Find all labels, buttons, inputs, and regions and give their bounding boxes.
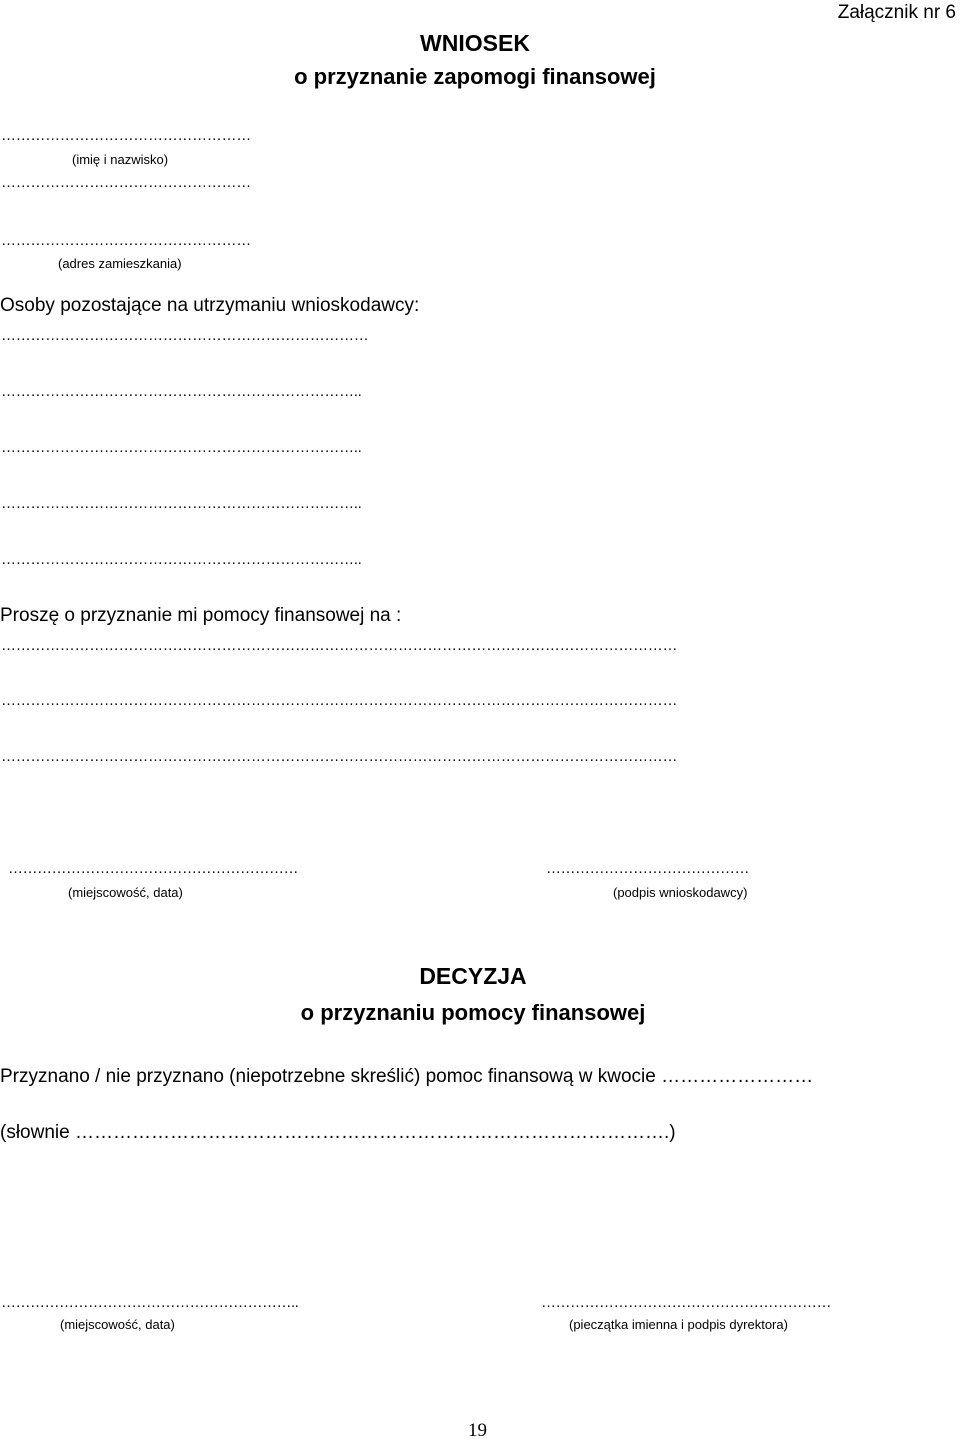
decision-subtitle: o przyznaniu pomocy finansowej (300, 1000, 646, 1025)
request-line[interactable]: ………………………………………………………………………………………………………………………… (1, 748, 678, 765)
address-caption: (adres zamieszkania) (58, 256, 182, 271)
dependents-line[interactable]: ……………………………………………………………….. (1, 551, 362, 568)
applicant-signature-caption: (podpis wnioskodawcy) (613, 885, 748, 900)
address-field-line-2[interactable]: …………………………………………… (1, 232, 251, 249)
decision-place-date-field[interactable]: …………………………………………………….. (1, 1294, 299, 1311)
dependents-line[interactable]: ……………………………………………………………….. (1, 383, 362, 400)
decision-granted-text: Przyznano / nie przyznano (niepotrzebne skreślić) pomoc finansową w kwocie …………………… (0, 1066, 814, 1087)
applicant-signature-field[interactable]: …………………………………… (546, 860, 749, 877)
applicant-place-date-caption: (miejscowość, data) (68, 885, 183, 900)
decision-amount-in-words: (słownie ………………………………………………………………………………….) (0, 1122, 676, 1143)
applicant-place-date-field[interactable]: …………………………………………………… (8, 860, 298, 877)
page-number: 19 (468, 1420, 487, 1441)
request-line[interactable]: ………………………………………………………………………………………………………………………… (1, 637, 678, 654)
director-stamp-signature-field[interactable]: …………………………………………………… (541, 1294, 831, 1311)
dependents-label: Osoby pozostające na utrzymaniu wnioskodawcy: (0, 295, 420, 316)
address-field-line-1[interactable]: …………………………………………… (1, 174, 251, 191)
decision-place-date-caption: (miejscowość, data) (60, 1317, 175, 1332)
name-caption: (imię i nazwisko) (72, 152, 169, 167)
dependents-line[interactable]: ……………………………………………………………….. (1, 495, 362, 512)
request-line[interactable]: ………………………………………………………………………………………………………………………… (1, 692, 678, 709)
attachment-label: Załącznik nr 6 (837, 2, 956, 23)
request-label: Proszę o przyznanie mi pomocy finansowej na : (0, 605, 402, 626)
application-title: WNIOSEK (420, 30, 530, 56)
director-stamp-signature-caption: (pieczątka imienna i podpis dyrektora) (569, 1317, 788, 1332)
decision-title: DECYZJA (419, 963, 527, 989)
application-subtitle: o przyznanie zapomogi finansowej (294, 64, 656, 89)
dependents-line[interactable]: ………………………………………………………………… (1, 327, 369, 344)
dependents-line[interactable]: ……………………………………………………………….. (1, 439, 362, 456)
name-field[interactable]: …………………………………………… (1, 127, 251, 144)
